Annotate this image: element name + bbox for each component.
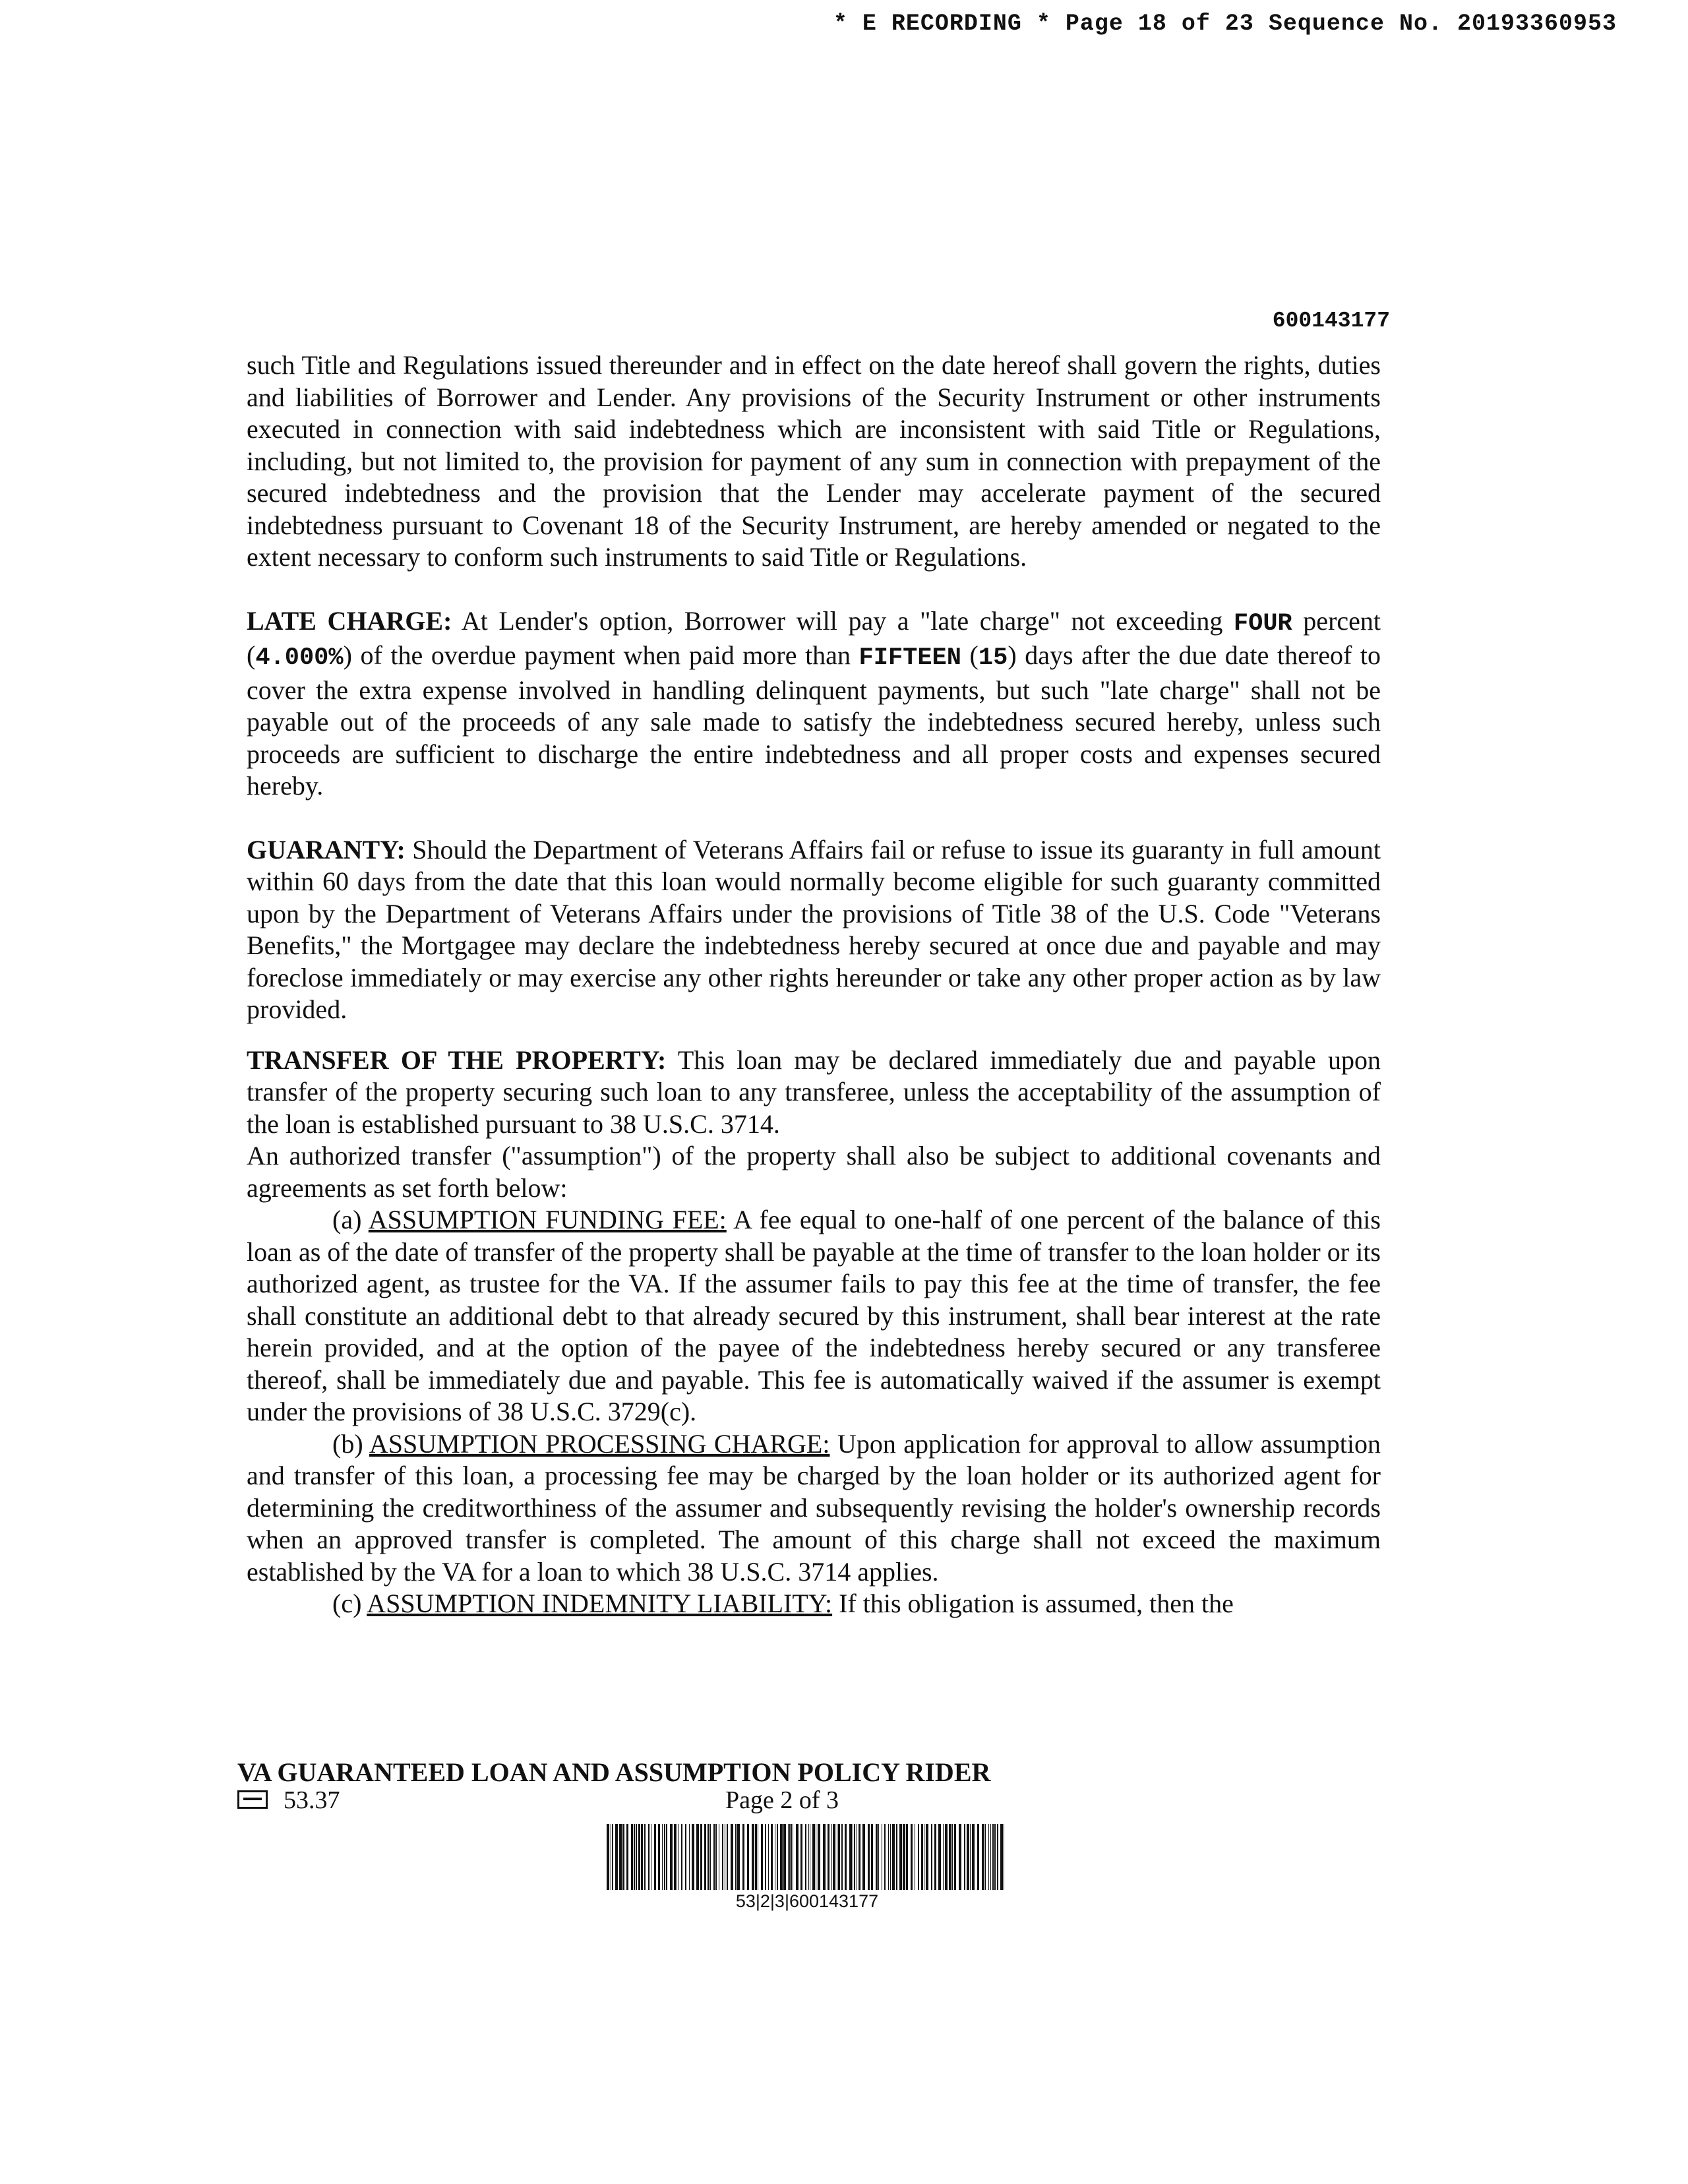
barcode-bar-93 [903,1824,905,1890]
late-charge-percent-value: 4.000% [255,644,344,672]
barcode-bar-37 [722,1824,723,1890]
barcode-bar-48 [761,1824,763,1890]
guaranty-paragraph [247,834,1381,1026]
barcode-bar-101 [931,1824,932,1890]
barcode-bar-80 [859,1824,860,1890]
barcode-bar-22 [674,1824,676,1890]
barcode-bar-27 [689,1824,690,1890]
barcode-bar-122 [1000,1824,1003,1890]
footer-title: VA GUARANTEED LOAN AND ASSUMPTION POLICY RIDER [237,1757,991,1787]
barcode-bar-119 [992,1824,994,1890]
barcode-bar-19 [664,1824,665,1890]
item-b-text: Upon application for approval to allow assumption and transfer of this loan, a processing fee may be charged by the loan holder or its authorized agent for determining the creditworthiness of the assumer and subsequently revising the holder's ownership records when an approved transfer is completed. The amount of this charge shall not exceed the maximum established by the VA for a loan to which 38 U.S.C. 3714 applies. [247,1428,1381,1587]
barcode-bar-24 [678,1824,679,1890]
barcode-bar-39 [727,1824,728,1890]
barcode-bar-43 [742,1824,744,1890]
barcode-bar-73 [838,1824,840,1890]
barcode-bar-20 [666,1824,667,1890]
item-a-text: A fee equal to one-half of one percent of the balance of this loan as of the date of transfer of the property shall be payable at the time of transfer to the loan holder or its authorized agent, as trustee for the VA. If the assumer fails to pay this fee at the time of transfer, the fee shall constitute an additional debt to that already secured by this instrument, shall bear interest at the rate herein provided, and at the option of the payee of the indebtedness hereby secured or any transferee thereof, shall be immediately due and payable. This fee is automatically waived if the assumer is exempt under the provisions of 38 U.S.C. 3729(c). [247,1205,1381,1426]
barcode-bar-33 [710,1824,711,1890]
barcode-bar-114 [977,1824,979,1890]
barcode-bar-5 [622,1824,624,1890]
barcode-bar-13 [648,1824,649,1890]
transfer-item-c [247,1588,1381,1620]
item-c-text: If this obligation is assumed, then the [832,1589,1234,1618]
barcode-bar-88 [888,1824,889,1890]
barcode-bar-74 [841,1824,843,1890]
guaranty-text: Should the Department of Veterans Affairs fail or refuse to issue its guaranty in full amount within 60 days from the date that this loan would normally become eligible for such guaranty committed upon by the Department of Veterans Affairs under the provisions of Title 38 of the U.S. Code "Veterans Benefits," the Mortgagee may declare the indebtedness hereby secured at once due and payable and may foreclose immediately or may exercise any other rights hereunder or take any other proper action as by law provided. [247,834,1381,1024]
document-body [247,349,1381,1620]
item-a-title: ASSUMPTION FUNDING FEE: [368,1205,727,1234]
recording-header: * E RECORDING * Page 18 of 23 Sequence No. 20193360953 [833,11,1617,37]
barcode-bar-71 [833,1824,835,1890]
barcode-bar-21 [670,1824,673,1890]
barcode-bar-28 [692,1824,694,1890]
barcode-bar-89 [890,1824,891,1890]
barcode [605,1824,1009,1890]
form-mark-icon [237,1790,268,1809]
barcode-bar-31 [704,1824,706,1890]
barcode-bar-78 [854,1824,855,1890]
barcode-bar-41 [735,1824,737,1890]
late-charge-days-value: 15 [978,644,1008,672]
form-number: 53.37 [284,1786,340,1814]
late-charge-paragraph [247,605,1381,803]
barcode-bar-45 [752,1824,754,1890]
barcode-bar-61 [800,1824,802,1890]
guaranty-heading: GUARANTY: [247,834,406,864]
barcode-bar-109 [959,1824,961,1890]
barcode-bar-53 [777,1824,778,1890]
barcode-bar-30 [700,1824,702,1890]
late-charge-text-1: At Lender's option, Borrower will pay a "late charge" not exceeding [452,605,1234,636]
barcode-bar-113 [972,1824,975,1890]
barcode-bar-51 [771,1824,773,1890]
barcode-bar-81 [862,1824,865,1890]
item-c-title: ASSUMPTION INDEMNITY LIABILITY: [367,1589,833,1618]
footer-form-number [237,1786,340,1815]
late-charge-days-words: FIFTEEN [859,644,961,672]
item-a-prefix: (a) [332,1205,369,1234]
barcode-bar-83 [871,1824,873,1890]
transfer-text: This loan may be declared immediately due and payable upon transfer of the property securing such loan to any transferee, unless the acceptability of the assumption of the loan is established pursuant to 38 U.S.C. 3714. [247,1045,1381,1139]
transfer-item-a [247,1204,1381,1428]
barcode-bar-92 [899,1824,902,1890]
barcode-bar-98 [921,1824,923,1890]
barcode-bar-34 [713,1824,715,1890]
transfer-paragraph [247,1045,1381,1141]
barcode-bar-108 [954,1824,956,1890]
barcode-bar-6 [626,1824,628,1890]
barcode-bar-115 [982,1824,984,1890]
barcode-bar-29 [696,1824,699,1890]
barcode-bar-110 [964,1824,965,1890]
barcode-bar-87 [884,1824,886,1890]
item-b-title: ASSUMPTION PROCESSING CHARGE: [369,1428,830,1459]
page-indicator: Page 2 of 3 [725,1786,839,1814]
barcode-bar-17 [658,1824,660,1890]
barcode-bar-67 [818,1824,820,1890]
late-charge-text-4: ) days after the due date thereof to cover the extra expense involved in handling delinquent payments, but such "late charge" shall not be payable out of the proceeds of any sale made to satisfy the indebtedness secured hereby, unless such proceeds are sufficient to discharge the entire indebtedness and all proper costs and expenses secured hereby. [247,640,1381,801]
barcode-bar-58 [791,1824,792,1890]
intro-paragraph: such Title and Regulations issued thereunder and in effect on the date hereof shall govern the rights, duties and liabilities of Borrower and Lender. Any provisions of the Security Instrument or other instruments executed in connection with said indebtedness which are inconsistent with said Title or Regulations, including, but not limited to, the provision for payment of any sum in connection with prepayment of the secured indebtedness and the provision that the Lender may accelerate payment of the secured indebtedness pursuant to Covenant 18 of the Security Instrument, are hereby amended or negated to the extent necessary to conform such instruments to said Title or Regulations. [247,350,1381,572]
barcode-bar-26 [685,1824,686,1890]
barcode-bar-56 [788,1824,789,1890]
barcode-bar-102 [934,1824,936,1890]
barcode-bar-25 [681,1824,682,1890]
transfer-item-b [247,1428,1381,1589]
barcode-bar-32 [708,1824,709,1890]
barcode-bar-120 [994,1824,996,1890]
barcode-bar-100 [926,1824,928,1890]
barcode-bar-11 [641,1824,643,1890]
barcode-bar-46 [755,1824,757,1890]
barcode-bar-18 [662,1824,663,1890]
loan-number: 600143177 [1272,309,1390,333]
barcode-bar-54 [780,1824,783,1890]
barcode-bar-82 [868,1824,870,1890]
transfer-paragraph-2: An authorized transfer ("assumption") of the property shall also be subject to additional covenants and agreements as set forth below: [247,1141,1381,1203]
barcode-bar-7 [631,1824,633,1890]
barcode-bar-118 [990,1824,991,1890]
late-charge-text-3: ) of the overdue payment when paid more than [343,640,859,670]
barcode-bar-44 [747,1824,749,1890]
barcode-bar-60 [796,1824,799,1890]
barcode-bar-49 [765,1824,766,1890]
barcode-bar-57 [789,1824,791,1890]
barcode-bar-116 [985,1824,986,1890]
barcode-bar-2 [612,1824,613,1890]
barcode-bar-4 [619,1824,622,1890]
barcode-bar-106 [949,1824,951,1890]
barcode-bar-70 [831,1824,832,1890]
late-charge-days-open: ( [961,640,979,670]
barcode-bar-104 [943,1824,944,1890]
barcode-bar-42 [737,1824,740,1890]
barcode-bar-14 [649,1824,650,1890]
barcode-bar-16 [654,1824,656,1890]
barcode-bar-63 [808,1824,809,1890]
barcode-bar-69 [828,1824,829,1890]
barcode-bar-117 [988,1824,989,1890]
barcode-label: 53|2|3|600143177 [735,1891,879,1911]
barcode-bar-12 [644,1824,646,1890]
barcode-bar-95 [911,1824,913,1890]
barcode-bar-76 [849,1824,852,1890]
transfer-heading: TRANSFER OF THE PROPERTY: [247,1045,667,1075]
barcode-bar-3 [615,1824,618,1890]
barcode-bar-107 [951,1824,953,1890]
barcode-bar-97 [918,1824,919,1890]
late-charge-text-2: percent ( [247,605,1381,670]
barcode-bar-91 [896,1824,897,1890]
barcode-bar-62 [805,1824,806,1890]
barcode-bar-50 [768,1824,769,1890]
barcode-bar-75 [845,1824,847,1890]
barcode-bar-85 [878,1824,879,1890]
barcode-bar-55 [783,1824,786,1890]
barcode-bar-121 [997,1824,998,1890]
barcode-bar-40 [731,1824,733,1890]
barcode-bar-68 [823,1824,826,1890]
barcode-bar-65 [812,1824,815,1890]
item-b-prefix: (b) [332,1428,369,1459]
barcode-bar-90 [892,1824,895,1890]
late-charge-percent-words: FOUR [1233,609,1292,638]
barcode-bar-10 [638,1824,640,1890]
item-c-prefix: (c) [332,1589,367,1618]
barcode-bar-111 [967,1824,969,1890]
barcode-bar-94 [906,1824,908,1890]
barcode-bar-105 [945,1824,948,1890]
barcode-bar-0 [607,1824,609,1890]
barcode-bar-9 [636,1824,637,1890]
barcode-bar-35 [715,1824,717,1890]
late-charge-heading: LATE CHARGE: [247,605,452,636]
barcode-bar-103 [938,1824,941,1890]
barcode-bar-112 [970,1824,971,1890]
barcode-bar-84 [876,1824,878,1890]
barcode-bar-8 [634,1824,635,1890]
